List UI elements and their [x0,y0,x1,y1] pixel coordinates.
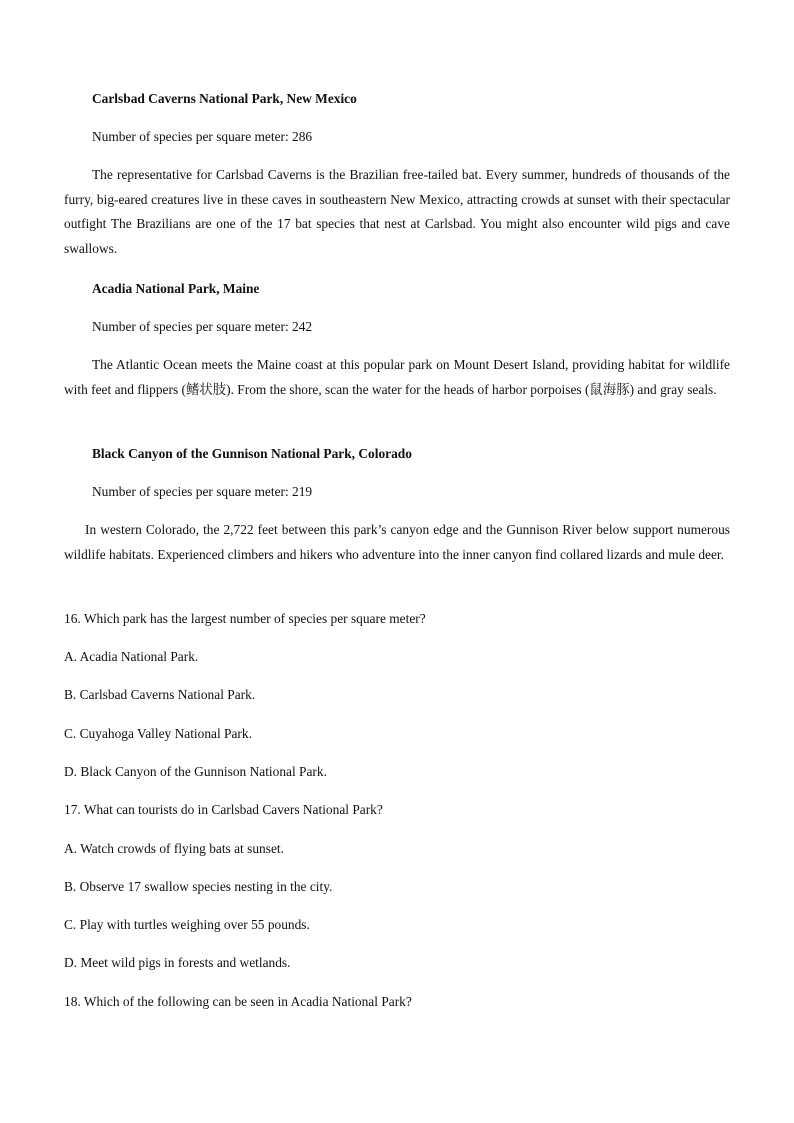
answer-option: C. Play with turtles weighing over 55 pounds. [64,917,310,932]
section-heading: Acadia National Park, Maine [92,281,260,296]
section-body: The representative for Carlsbad Caverns is the Brazilian free-tailed bat. Every summer, hundreds of thousands of the furry, big-eared creatures live in these caves in southeastern New Mexico, attracting crowds at sunset with their spectacular outfight The Brazilians are one of the 17 bat species that nest at Carlsbad. You might also encounter wild pigs and cave swallows. [64,167,730,257]
question-stem: 16. Which park has the largest number of species per square meter? [64,611,426,626]
question-stem: 18. Which of the following can be seen in Acadia National Park? [64,994,412,1009]
species-count: Number of species per square meter: 242 [92,319,313,334]
answer-option: A. Watch crowds of flying bats at sunset. [64,841,284,856]
species-count: Number of species per square meter: 219 [92,484,313,499]
answer-option: B. Carlsbad Caverns National Park. [64,687,256,702]
section-heading: Black Canyon of the Gunnison National Park, Colorado [92,446,412,461]
question-stem: 17. What can tourists do in Carlsbad Cavers National Park? [64,802,383,817]
answer-option: D. Meet wild pigs in forests and wetlands. [64,955,291,970]
species-count: Number of species per square meter: 286 [92,129,313,144]
answer-option: A. Acadia National Park. [64,649,199,664]
section-body: The Atlantic Ocean meets the Maine coast at this popular park on Mount Desert Island, providing habitat for wildlife with feet and flippers (鳍状肢). From the shore, scan the water for the heads of harbor porpoises (鼠海豚) and gray seals. [64,357,730,397]
answer-option: B. Observe 17 swallow species nesting in the city. [64,879,333,894]
answer-option: C. Cuyahoga Valley National Park. [64,726,252,741]
section-body: In western Colorado, the 2,722 feet between this park’s canyon edge and the Gunnison River below support numerous wildlife habitats. Experienced climbers and hikers who adventure into the inner canyon find collared lizards and mule deer. [64,522,730,562]
section-heading: Carlsbad Caverns National Park, New Mexico [92,91,357,106]
answer-option: D. Black Canyon of the Gunnison National Park. [64,764,327,779]
